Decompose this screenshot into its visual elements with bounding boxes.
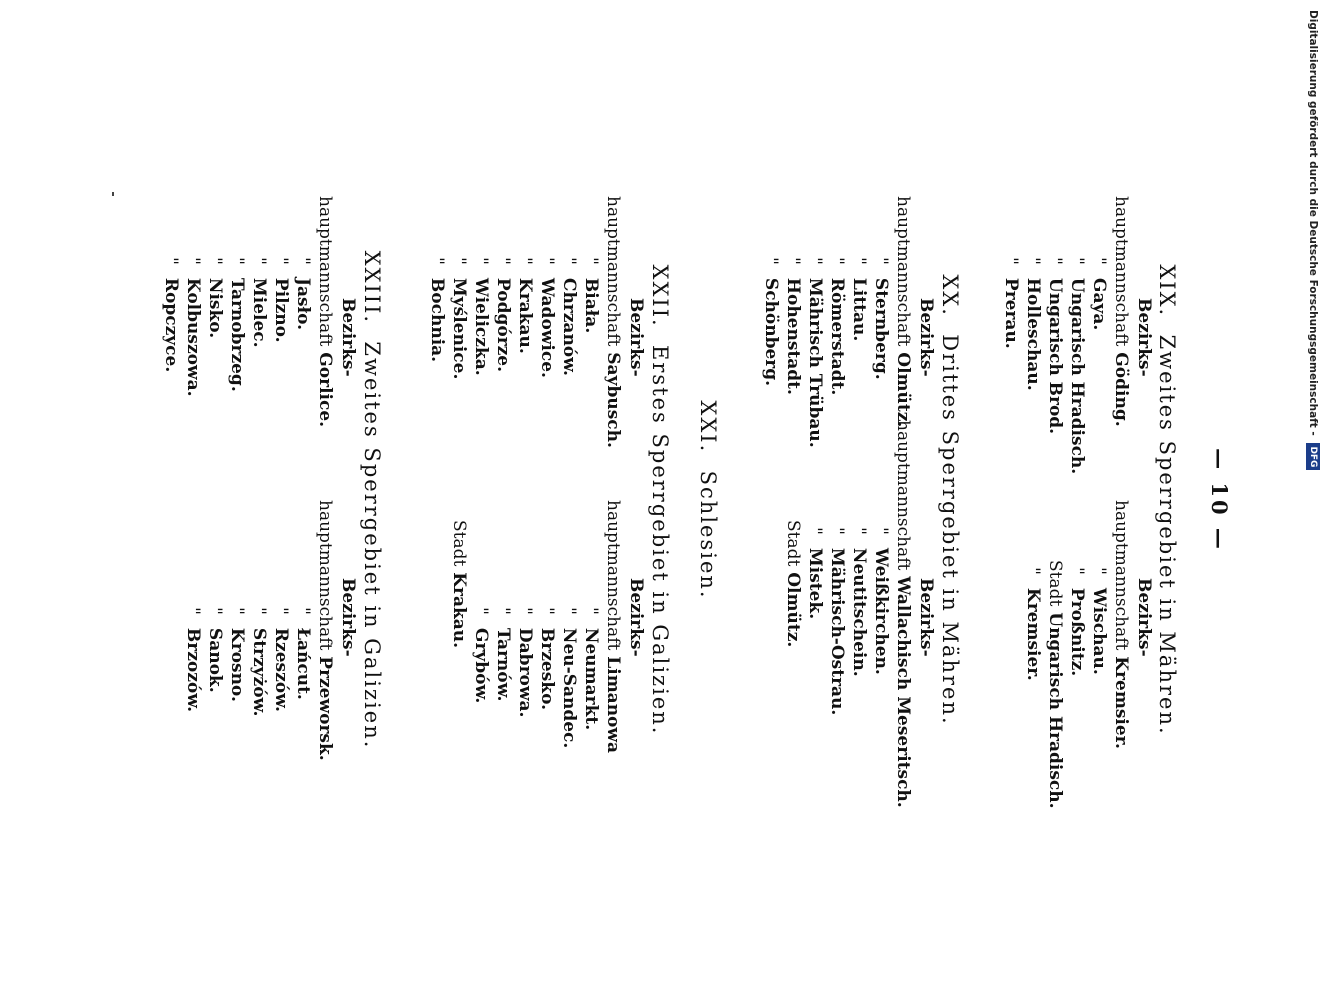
district-right: Neu-Sandec. xyxy=(559,627,579,749)
district-left: Littau. xyxy=(849,277,869,342)
ditto-mark: " xyxy=(1001,257,1021,265)
ditto-mark: " xyxy=(761,257,781,265)
list-row xyxy=(292,250,314,330)
list-row xyxy=(426,250,448,362)
list-row xyxy=(1066,560,1088,676)
district-left: Ropczyce. xyxy=(161,277,181,373)
list-row xyxy=(182,250,204,397)
list-row xyxy=(760,250,782,386)
district-left: Biała. xyxy=(581,277,601,334)
list-row xyxy=(160,250,182,372)
list-row xyxy=(892,196,914,427)
list-row xyxy=(270,600,292,712)
district-right: Krakau. xyxy=(449,572,469,649)
section-title-xxiii xyxy=(360,0,384,1000)
list-row xyxy=(226,600,248,702)
ditto-mark: " xyxy=(205,257,225,265)
bezirks-label-left: Bezirks- xyxy=(916,298,936,377)
district-right: Olmütz. xyxy=(783,572,803,648)
dfg-logo: DFG xyxy=(1306,443,1320,470)
list-row xyxy=(226,250,248,392)
list-row xyxy=(470,600,492,703)
district-left: Myślenice. xyxy=(449,277,469,380)
section-number: XIX. xyxy=(1155,264,1179,318)
list-row xyxy=(248,250,270,348)
district-left: Bochnia. xyxy=(427,277,447,363)
district-right: Grybów. xyxy=(471,627,491,704)
district-left: Podgórze. xyxy=(493,277,513,373)
district-right: Ungarisch Hradisch. xyxy=(1045,612,1065,809)
scan-speck xyxy=(112,192,114,196)
bezirks-label-left: Bezirks- xyxy=(1134,298,1154,377)
ditto-mark: " xyxy=(581,257,601,265)
hm-label: hauptmannschaft xyxy=(603,196,623,347)
list-row xyxy=(514,250,536,354)
bezirks-label-left: Bezirks- xyxy=(626,298,646,377)
district-left: Römerstadt. xyxy=(827,277,847,396)
district-left: Schönberg. xyxy=(761,277,781,387)
ditto-mark: " xyxy=(805,527,825,535)
ditto-mark: " xyxy=(227,607,247,615)
list-row xyxy=(602,500,624,753)
ditto-mark: " xyxy=(1089,567,1109,575)
list-row xyxy=(448,250,470,379)
district-left: Hohenstadt. xyxy=(783,277,803,395)
district-right: Limanowa xyxy=(603,656,623,754)
list-row xyxy=(182,600,204,712)
district-right: Przeworsk. xyxy=(315,656,335,761)
list-row xyxy=(1022,560,1044,681)
list-row xyxy=(870,250,892,380)
ditto-mark: " xyxy=(1023,257,1043,265)
hm-label: hauptmannschaft xyxy=(603,500,623,651)
ditto-mark: " xyxy=(849,257,869,265)
bezirks-label-right: Bezirks- xyxy=(916,578,936,657)
district-right: Kremsier. xyxy=(1111,656,1131,749)
list-row xyxy=(870,520,892,675)
district-right: Strzyżów. xyxy=(249,627,269,717)
district-right: Brzesko. xyxy=(537,627,557,711)
ditto-mark: " xyxy=(537,257,557,265)
list-row xyxy=(314,196,336,427)
district-right: Wallachisch Meseritsch. xyxy=(893,576,913,808)
district-right: Dabrowa. xyxy=(515,627,535,718)
district-left: Ungarisch Brod. xyxy=(1045,277,1065,435)
ditto-mark: " xyxy=(537,607,557,615)
district-left: Kolbuszowa. xyxy=(183,277,203,397)
ditto-mark: " xyxy=(227,257,247,265)
ditto-mark: " xyxy=(271,257,291,265)
ditto-mark: " xyxy=(1045,257,1065,265)
district-right: Rzeszów. xyxy=(271,627,291,712)
district-right: Mährisch-Ostrau. xyxy=(827,547,847,716)
ditto-mark: " xyxy=(471,257,491,265)
section-number: XXII. xyxy=(648,264,672,328)
district-left: Gorlice. xyxy=(315,352,335,428)
district-left: Tarnobrzeg. xyxy=(227,277,247,392)
list-row xyxy=(492,250,514,372)
ditto-mark: " xyxy=(471,607,491,615)
list-row xyxy=(804,250,826,448)
hm-label: hauptmannschaft xyxy=(315,196,335,347)
ditto-mark: " xyxy=(515,257,535,265)
list-row xyxy=(1088,250,1110,330)
stadt-label: Stadt xyxy=(783,520,803,567)
ditto-mark: " xyxy=(849,527,869,535)
list-row xyxy=(580,600,602,730)
district-left: Göding. xyxy=(1111,352,1131,427)
district-right: Proßnitz. xyxy=(1067,587,1087,677)
district-left: Mährisch Trübau. xyxy=(805,277,825,448)
list-row xyxy=(826,520,848,715)
list-row xyxy=(602,196,624,448)
ditto-mark: " xyxy=(1089,257,1109,265)
bezirks-label-right: Bezirks- xyxy=(1134,578,1154,657)
list-row xyxy=(270,250,292,343)
ditto-mark: " xyxy=(161,257,181,265)
page-number: — 10 — xyxy=(1207,448,1232,552)
list-row xyxy=(892,420,914,808)
district-left: Prerau. xyxy=(1001,277,1021,349)
list-row xyxy=(826,250,848,395)
section-number: XXIII. xyxy=(360,250,384,325)
district-left: Wieliczka. xyxy=(471,277,491,376)
section-heading: Drittes Sperrgebiet in Mähren. xyxy=(938,334,962,726)
hm-label: hauptmannschaft xyxy=(893,196,913,347)
ditto-mark: " xyxy=(427,257,447,265)
hm-label: hauptmannschaft xyxy=(1111,500,1131,651)
section-number: XXI. xyxy=(696,400,720,454)
district-left: Pilzno. xyxy=(271,277,291,343)
list-row xyxy=(804,520,826,619)
credit-text: Digitalisierung gefördert durch die Deutsche Forschungsgemeinschaft - xyxy=(1307,10,1319,436)
district-right: Brzozów. xyxy=(183,627,203,713)
stadt-label: Stadt xyxy=(1045,560,1065,607)
list-row xyxy=(848,520,870,677)
ditto-mark: " xyxy=(249,607,269,615)
district-right: Wischau. xyxy=(1089,587,1109,675)
ditto-mark: " xyxy=(293,257,313,265)
ditto-mark: " xyxy=(1023,567,1043,575)
ditto-mark: " xyxy=(871,527,891,535)
list-row xyxy=(470,250,492,376)
ditto-mark: " xyxy=(293,607,313,615)
ditto-mark: " xyxy=(205,607,225,615)
section-title-xx xyxy=(938,0,962,1000)
ditto-mark: " xyxy=(249,257,269,265)
ditto-mark: " xyxy=(559,257,579,265)
ditto-mark: " xyxy=(1067,257,1087,265)
district-right: Tarnów. xyxy=(493,627,513,702)
district-left: Jasło. xyxy=(293,277,313,331)
list-row xyxy=(1110,500,1132,749)
list-row xyxy=(204,600,226,693)
list-row xyxy=(1044,250,1066,434)
bezirks-label-right: Bezirks- xyxy=(338,578,358,657)
ditto-mark: " xyxy=(871,257,891,265)
ditto-mark: " xyxy=(581,607,601,615)
ditto-mark: " xyxy=(805,257,825,265)
section-heading: Schlesien. xyxy=(696,470,720,600)
list-row xyxy=(1000,250,1022,349)
district-left: Saybusch. xyxy=(603,352,623,448)
ditto-mark: " xyxy=(183,607,203,615)
list-row xyxy=(1088,560,1110,675)
district-right: Kremsier. xyxy=(1023,587,1043,681)
ditto-mark: " xyxy=(783,257,803,265)
district-left: Gaya. xyxy=(1089,277,1109,331)
ditto-mark: " xyxy=(827,257,847,265)
ditto-mark: " xyxy=(183,257,203,265)
section-title-xix xyxy=(1155,0,1179,1000)
district-right: Neumarkt. xyxy=(581,627,601,731)
district-left: Nisko. xyxy=(205,277,225,339)
list-row xyxy=(1022,250,1044,391)
section-heading: Erstes Sperrgebiet in Galizien. xyxy=(648,345,672,736)
list-row xyxy=(782,250,804,395)
list-row xyxy=(514,600,536,717)
hm-label: hauptmannschaft xyxy=(315,500,335,651)
ditto-mark: " xyxy=(449,257,469,265)
hm-label: hauptmannschaft xyxy=(1111,196,1131,347)
district-right: Łańcut. xyxy=(293,627,313,700)
ditto-mark: " xyxy=(493,607,513,615)
list-row xyxy=(580,250,602,333)
section-number: XX. xyxy=(938,274,962,317)
list-row xyxy=(848,250,870,341)
bezirks-label-right: Bezirks- xyxy=(626,578,646,657)
district-left: Wadowice. xyxy=(537,277,557,378)
list-row xyxy=(292,600,314,700)
district-right: Weißkirchen. xyxy=(871,547,891,675)
list-row xyxy=(536,250,558,378)
section-title-xxi xyxy=(696,0,720,1000)
list-row xyxy=(558,250,580,376)
district-right: Neutitschein. xyxy=(849,547,869,677)
section-heading: Zweites Sperrgebiet in Mähren. xyxy=(1155,334,1179,736)
list-row xyxy=(558,600,580,748)
district-left: Krakau. xyxy=(515,277,535,354)
district-left: Holleschau. xyxy=(1023,277,1043,391)
district-left: Chrzanów. xyxy=(559,277,579,376)
section-heading: Zweites Sperrgebiet in Galizien. xyxy=(360,341,384,750)
dfg-credit xyxy=(1302,10,1324,468)
section-title-xxii xyxy=(648,0,672,1000)
list-row xyxy=(1044,560,1066,809)
ditto-mark: " xyxy=(559,607,579,615)
district-left: Mielec. xyxy=(249,277,269,348)
list-row xyxy=(204,250,226,338)
ditto-mark: " xyxy=(1067,567,1087,575)
ditto-mark: " xyxy=(271,607,291,615)
list-row xyxy=(314,500,336,761)
district-right: Sanok. xyxy=(205,627,225,693)
ditto-mark: " xyxy=(493,257,513,265)
district-left: Olmütz. xyxy=(893,352,913,428)
list-row xyxy=(782,520,804,647)
hm-label: hauptmannschaft xyxy=(893,420,913,571)
list-row xyxy=(448,520,470,648)
list-row xyxy=(536,600,558,710)
bezirks-label-left: Bezirks- xyxy=(338,298,358,377)
list-row xyxy=(1110,196,1132,427)
list-row xyxy=(492,600,514,701)
ditto-mark: " xyxy=(515,607,535,615)
district-left: Sternberg. xyxy=(871,277,891,380)
list-row xyxy=(248,600,270,716)
stadt-label: Stadt xyxy=(449,520,469,567)
list-row xyxy=(1066,250,1088,474)
district-right: Mistek. xyxy=(805,547,825,620)
ditto-mark: " xyxy=(827,527,847,535)
district-right: Krosno. xyxy=(227,627,247,702)
district-left: Ungarisch Hradisch. xyxy=(1067,277,1087,475)
